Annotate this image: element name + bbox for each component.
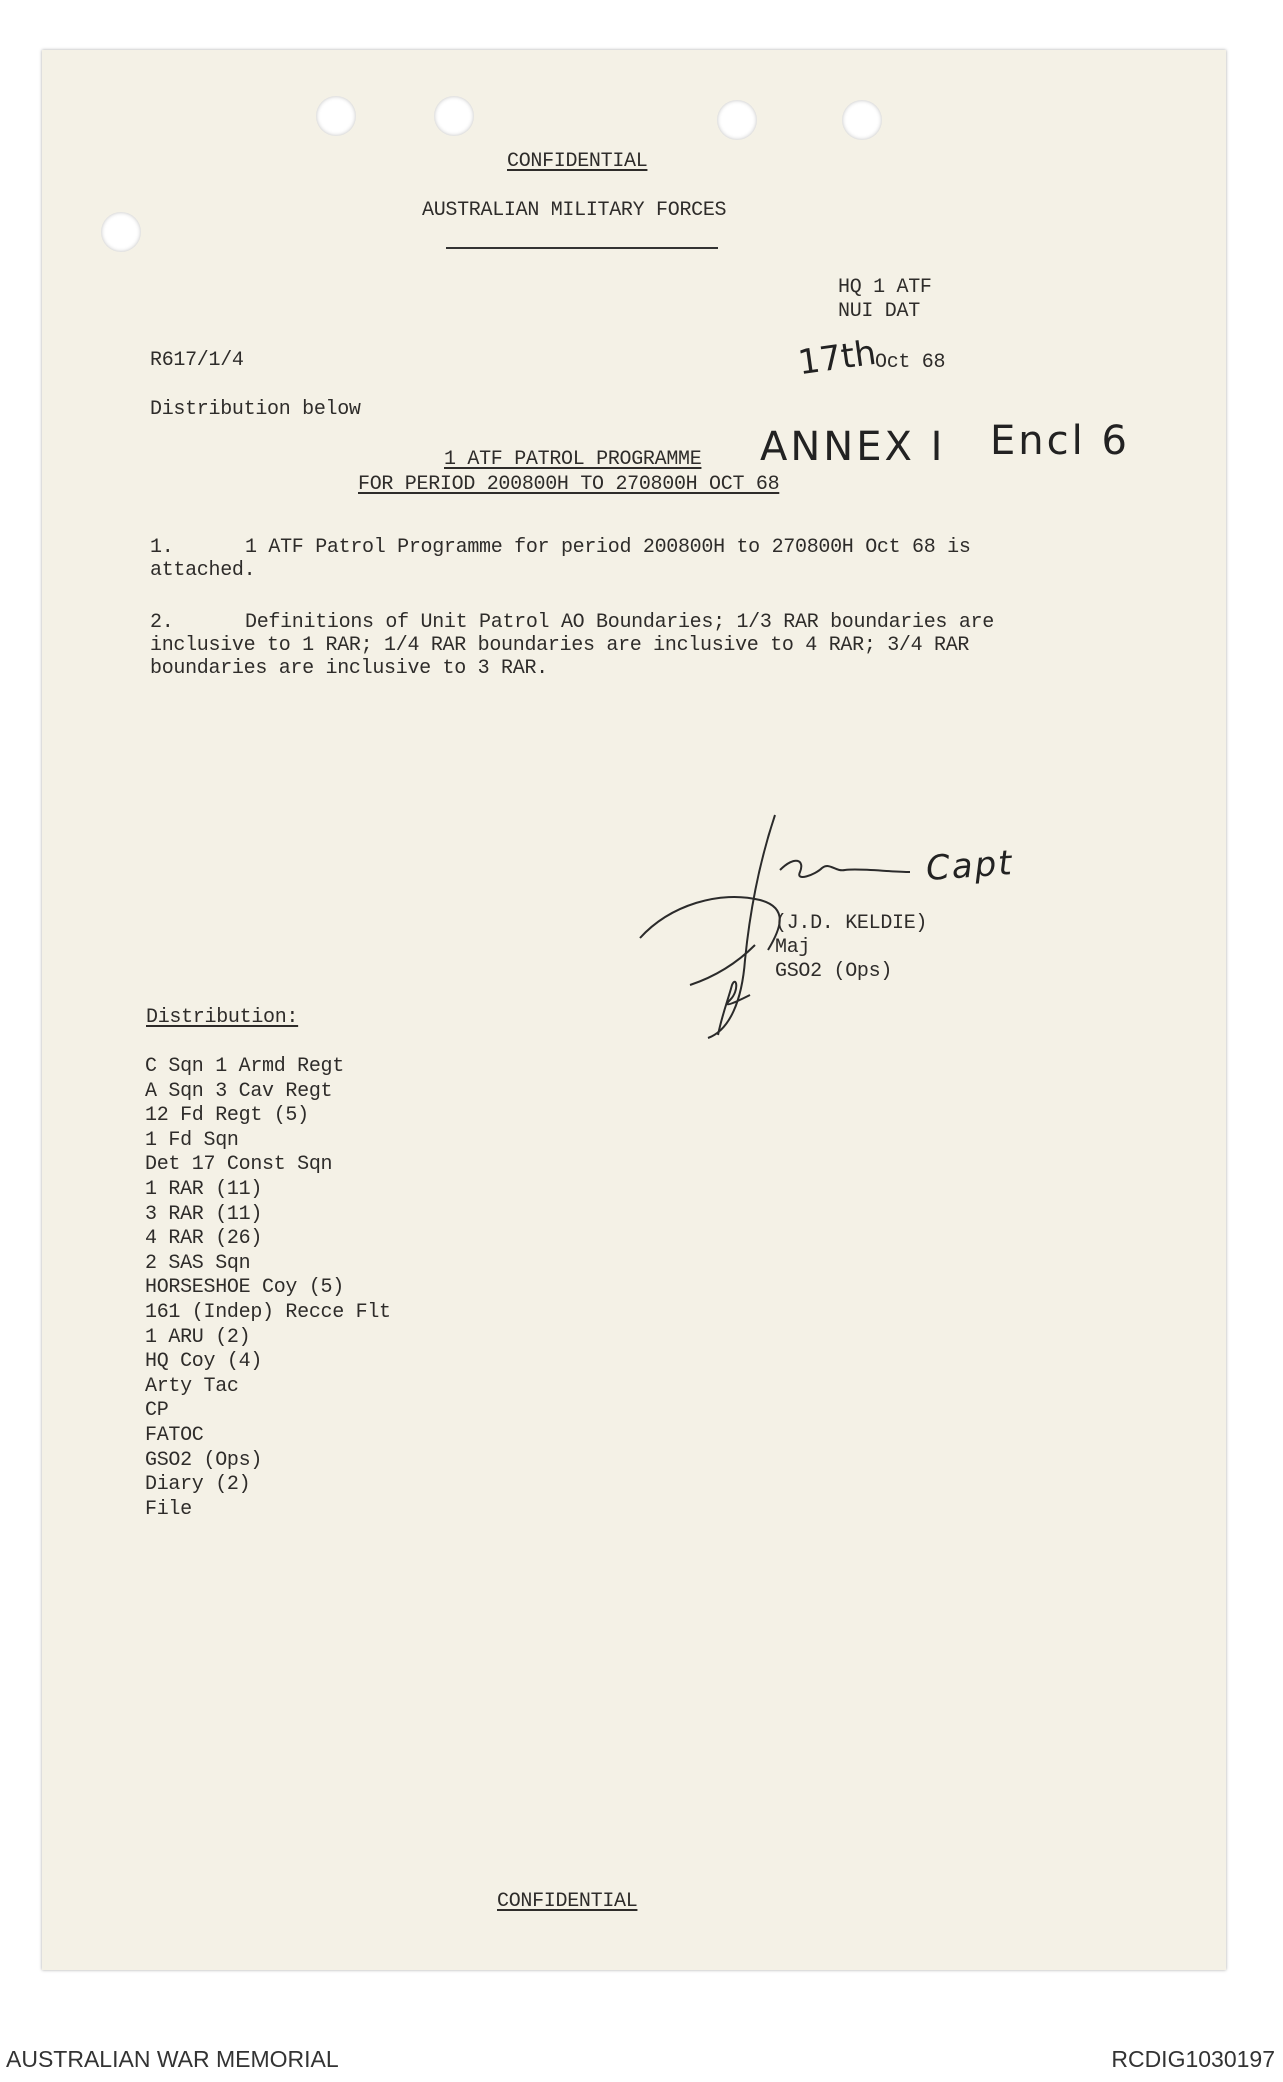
paragraph-2 (150, 611, 1040, 680)
list-item: A Sqn 3 Cav Regt (145, 1079, 333, 1103)
list-item: Diary (2) (145, 1473, 251, 1497)
handwritten-annex: ANNEX I (760, 424, 946, 470)
handwritten-rank-capt: Capt (924, 842, 1015, 890)
punch-hole (101, 212, 141, 252)
list-item: 1 RAR (11) (145, 1177, 263, 1201)
header-divider (446, 247, 718, 249)
list-item: 2 SAS Sqn (145, 1251, 251, 1275)
paragraph-text: 1 ATF Patrol Programme for period 200800H to 270800H Oct 68 is attached. (150, 536, 971, 582)
distribution-heading: Distribution: (146, 1006, 299, 1029)
footer-record-id: RCDIG1030197 (1111, 2046, 1275, 2072)
list-item: HORSESHOE Coy (5) (145, 1276, 344, 1300)
file-reference: R617/1/4 (150, 349, 244, 372)
distribution-note: Distribution below (150, 398, 361, 421)
document-title-line-2: FOR PERIOD 200800H TO 270800H OCT 68 (358, 473, 780, 496)
distribution-list (145, 1055, 391, 1522)
paragraph-number: 1. (150, 536, 174, 559)
punch-hole (842, 100, 882, 140)
hq-line-2: NUI DAT (838, 300, 920, 323)
signatory-rank: Maj (775, 936, 811, 959)
list-item: Arty Tac (145, 1374, 239, 1398)
list-item: 161 (Indep) Recce Flt (145, 1300, 391, 1324)
list-item: GSO2 (Ops) (145, 1448, 263, 1472)
paragraph-text: Definitions of Unit Patrol AO Boundaries; 1/3 RAR boundaries are inclusive to 1 RAR; 1/4 RAR boundaries are inclusive to 4 RAR; 3/4 RAR boundaries are inclusive to 3 RAR. (150, 611, 994, 680)
footer-archive-name: AUSTRALIAN WAR MEMORIAL (6, 2046, 339, 2072)
hq-line-1: HQ 1 ATF (838, 276, 932, 299)
list-item: 1 ARU (2) (145, 1325, 251, 1349)
punch-hole (316, 96, 356, 136)
list-item: File (145, 1497, 192, 1521)
punch-hole (717, 100, 757, 140)
handwritten-enclosure: Encl 6 (990, 418, 1130, 464)
list-item: 3 RAR (11) (145, 1202, 263, 1226)
organisation-title: AUSTRALIAN MILITARY FORCES (422, 199, 727, 222)
classification-top: CONFIDENTIAL (507, 150, 648, 173)
list-item: 1 Fd Sqn (145, 1128, 239, 1152)
signatory-name: (J.D. KELDIE) (775, 912, 928, 935)
paragraph-1 (150, 536, 1050, 582)
classification-bottom: CONFIDENTIAL (497, 1890, 638, 1913)
list-item: 4 RAR (26) (145, 1227, 263, 1251)
list-item: CP (145, 1399, 169, 1423)
handwritten-date-day: 17th (795, 332, 879, 384)
date-month-year: Oct 68 (875, 351, 946, 374)
list-item: HQ Coy (4) (145, 1350, 263, 1374)
list-item: C Sqn 1 Armd Regt (145, 1055, 344, 1078)
punch-hole (434, 96, 474, 136)
paragraph-number: 2. (150, 611, 174, 634)
list-item: Det 17 Const Sqn (145, 1153, 333, 1177)
list-item: 12 Fd Regt (5) (145, 1104, 309, 1128)
signatory-appointment: GSO2 (Ops) (775, 960, 893, 983)
list-item: FATOC (145, 1423, 204, 1447)
document-title-line-1: 1 ATF PATROL PROGRAMME (444, 448, 702, 471)
